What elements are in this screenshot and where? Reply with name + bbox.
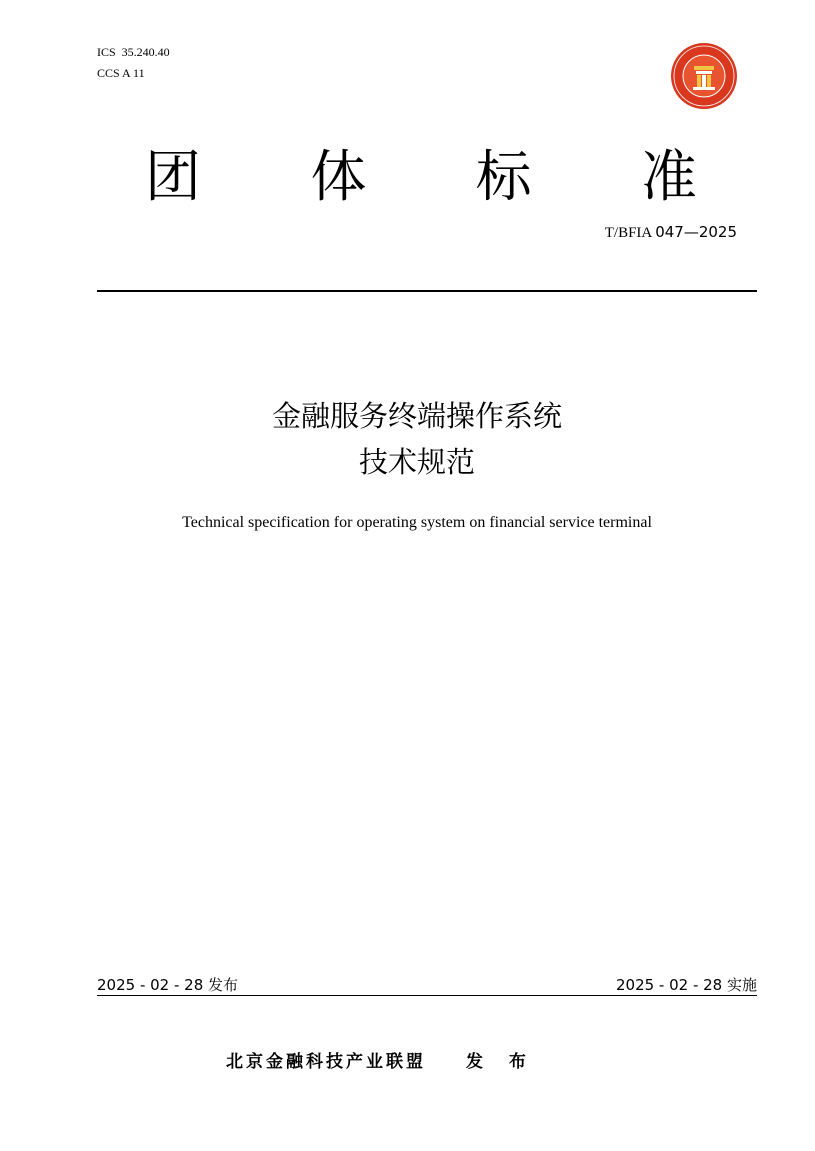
title-cn-line-2: 技术规范: [358, 445, 475, 479]
publish-word: 发 布: [466, 1052, 536, 1072]
document-title-en: Technical specification for operating system on financial service terminal: [182, 514, 652, 531]
date-row: [97, 975, 757, 996]
publish-date: 2025 - 02 - 28 发布: [97, 976, 239, 994]
ccs-code: CCS A 11: [97, 66, 145, 80]
publisher-name: 北京金融科技产业联盟: [226, 1052, 426, 1072]
top-divider: [97, 290, 757, 292]
title-cn-line-1: 金融服务终端操作系统: [271, 399, 562, 433]
implement-date: 2025 - 02 - 28 实施: [615, 976, 757, 994]
standard-number-prefix: T/BFIA: [604, 225, 656, 241]
standard-type-char: 准: [640, 145, 697, 210]
publisher-line: [226, 1047, 536, 1072]
standard-type-heading: [97, 140, 757, 216]
alliance-seal-logo: [670, 42, 738, 110]
standard-number: [605, 223, 737, 242]
standard-type-char: 团: [145, 145, 201, 210]
ics-code: ICS 35.240.40: [97, 45, 170, 59]
standard-type-char: 体: [310, 145, 367, 210]
document-title-cn: [97, 393, 737, 485]
classification-codes: [97, 42, 170, 84]
standard-type-char: 标: [475, 145, 532, 210]
standard-number-value: 047—2025: [655, 223, 737, 241]
